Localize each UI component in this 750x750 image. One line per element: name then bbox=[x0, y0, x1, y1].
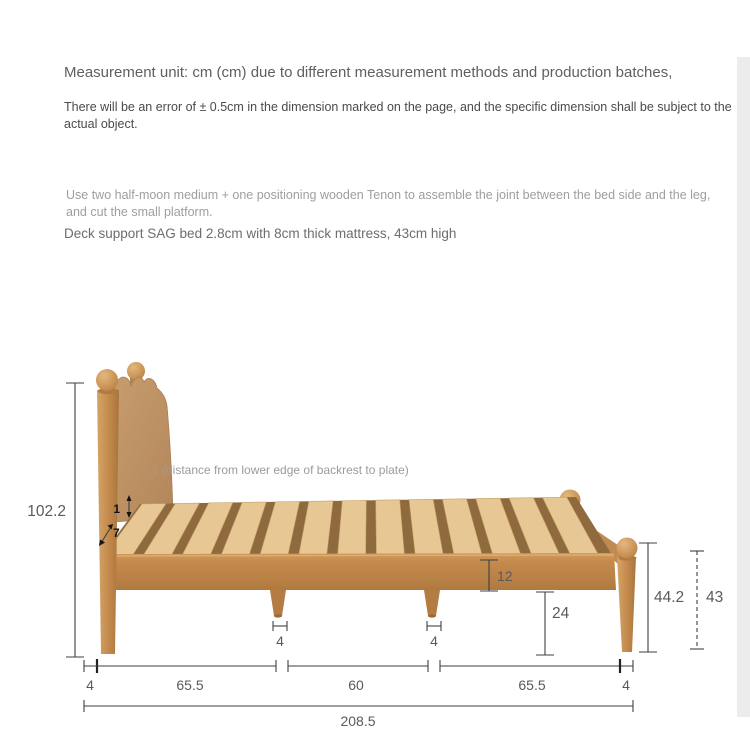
backrest-distance-note: 1 (distance from lower edge of backrest to plate) bbox=[152, 463, 409, 477]
headboard-rear-finial-ball bbox=[127, 362, 145, 380]
dim-bed-height-label: 43 bbox=[706, 589, 724, 606]
bed-slat bbox=[338, 500, 367, 556]
mid-leg-left-foot bbox=[274, 614, 282, 617]
side-rail-highlight bbox=[100, 555, 614, 556]
measurement-unit-note: Measurement unit: cm (cm) due to different measurement methods and production batches, bbox=[64, 64, 673, 81]
dim-mid-leg-left-width bbox=[273, 621, 287, 649]
bed-slat bbox=[376, 500, 405, 556]
dim-bottom-seg-3: 65.5 bbox=[518, 677, 546, 693]
dim-bottom-seg-0: 4 bbox=[86, 677, 94, 693]
dim-clearance bbox=[536, 592, 570, 655]
dim-height-total-label: 102.2 bbox=[27, 503, 66, 520]
dim-total-length bbox=[84, 700, 633, 729]
dim-bottom-seg-1: 65.5 bbox=[176, 677, 204, 693]
dim-backrest-offset-label: 7 bbox=[113, 526, 120, 540]
dim-clearance-label: 24 bbox=[552, 605, 570, 622]
dim-bed-height bbox=[690, 551, 723, 649]
dim-bottom-row bbox=[84, 659, 633, 693]
side-rail bbox=[100, 553, 616, 590]
dim-rail-height-label: 12 bbox=[497, 568, 513, 584]
dim-leg-post-height bbox=[639, 543, 684, 652]
mid-leg-left bbox=[270, 590, 286, 616]
footboard-finial-ball bbox=[617, 538, 638, 559]
deck-support-note: Deck support SAG bed 2.8cm with 8cm thick mattress, 43cm high bbox=[64, 226, 457, 241]
headboard-post-leg bbox=[97, 390, 119, 654]
mid-leg-right bbox=[424, 590, 440, 616]
dim-bottom-seg-2: 60 bbox=[348, 677, 364, 693]
dim-total-length-label: 208.5 bbox=[340, 713, 376, 729]
mid-leg-right-foot bbox=[428, 614, 436, 617]
tolerance-note: There will be an error of ± 0.5cm in the dimension marked on the page, and the specific dimension shall be subject to the actual object. bbox=[64, 100, 732, 132]
dim-mid-leg-right-width bbox=[427, 621, 441, 649]
dim-bottom-seg-4: 4 bbox=[622, 677, 630, 693]
assembly-note: Use two half-moon medium + one positioning wooden Tenon to assemble the joint between the bed side and the leg, and cut the small platform. bbox=[66, 188, 711, 220]
headboard-finial-ball bbox=[96, 369, 118, 391]
dim-height-total bbox=[27, 383, 84, 657]
dim-leg-post-height-label: 44.2 bbox=[654, 589, 685, 606]
footboard-front-post bbox=[617, 557, 636, 652]
dim-mid-leg-left-width-label: 4 bbox=[276, 633, 284, 649]
dim-mid-leg-right-width-label: 4 bbox=[430, 633, 438, 649]
dim-backrest-gap-label: 1 bbox=[113, 502, 120, 516]
